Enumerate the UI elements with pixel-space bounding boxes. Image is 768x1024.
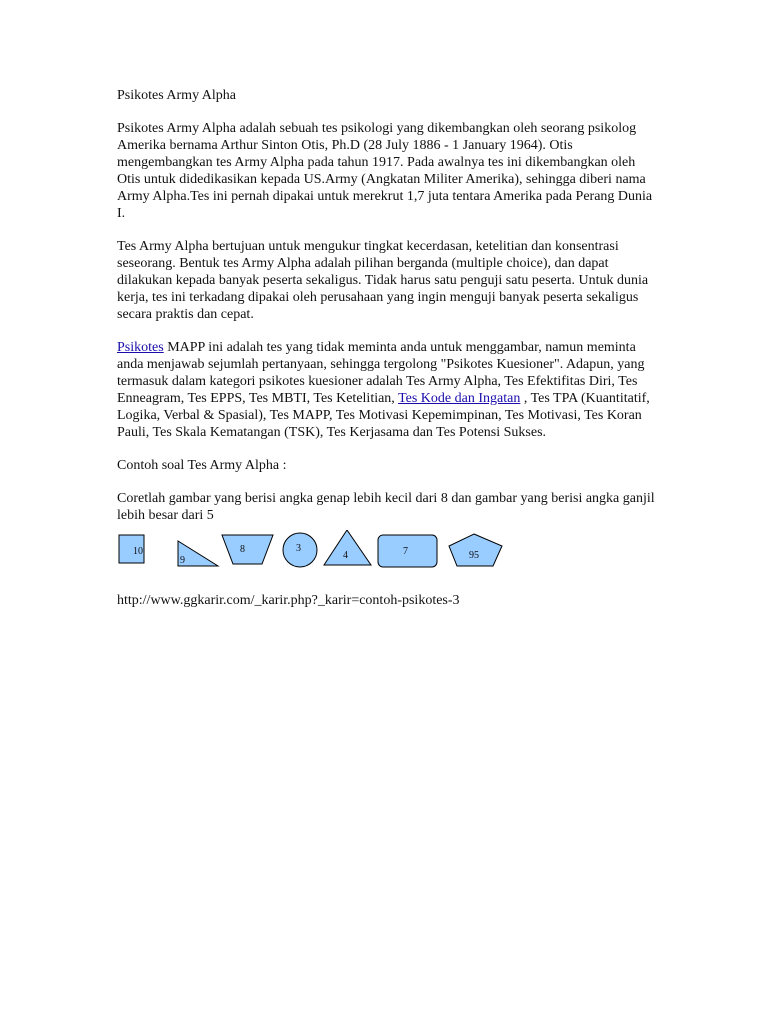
shape-label: 3 — [296, 543, 301, 554]
paragraph-mapp-text-2: , Tes TPA (Kuantitatif, Logika, Verbal & Spasial), Tes MAPP, Tes Motivasi Kepemimpinan, Tes Motivasi, Tes Koran Pauli, Tes Skala Kematangan (TSK), Tes Kerjasama dan Tes Potensi Sukses. — [117, 391, 650, 440]
shape-label: 8 — [240, 544, 245, 555]
paragraph-purpose: Tes Army Alpha bertujuan untuk mengukur tingkat kecerdasan, ketelitian dan konsentrasi seseorang. Bentuk tes Army Alpha adalah pilihan berganda (multiple choice), dan dapat dilakukan kepada banyak peserta sekaligus. Tidak harus satu penguji satu peserta. Untuk dunia kerja, tes ini terkadang dipakai oleh perusahaan yang ingin menguji banyak peserta sekaligus secara praktis dan cepat. — [117, 239, 649, 322]
shape-square — [119, 535, 144, 563]
example-heading: Contoh soal Tes Army Alpha : — [117, 458, 287, 473]
shape-label: 95 — [469, 550, 479, 561]
source-url: http://www.ggkarir.com/_karir.php?_karir=contoh-psikotes-3 — [117, 593, 460, 608]
paragraph-intro: Psikotes Army Alpha adalah sebuah tes psikologi yang dikembangkan oleh seorang psikolog Amerika bernama Arthur Sinton Otis, Ph.D (28 July 1886 - 1 January 1964). Otis mengembangkan tes Army Alpha pada tahun 1917. Pada awalnya tes ini dikembangkan oleh Otis untuk didedikasikan kepada US.Army (Angkatan Militer Amerika), sehingga diberi nama Army Alpha.Tes ini pernah dipakai untuk merekrut 1,7 juta tentara Amerika pada Perang Dunia I. — [117, 121, 653, 221]
document-title: Psikotes Army Alpha — [117, 88, 237, 103]
shape-label: 9 — [180, 555, 185, 566]
tes-kode-ingatan-link[interactable]: Tes Kode dan Ingatan — [398, 391, 521, 406]
shape-pentagon — [449, 534, 502, 566]
shape-triangle — [324, 530, 371, 565]
shape-label: 10 — [133, 546, 143, 557]
shape-circle — [283, 533, 317, 567]
example-instruction: Coretlah gambar yang berisi angka genap lebih kecil dari 8 dan gambar yang berisi angka ganjil lebih besar dari 5 — [117, 491, 655, 523]
paragraph-mapp — [117, 339, 657, 441]
shape-trapezoid — [222, 535, 273, 564]
paragraph-mapp-text-1: MAPP ini adalah tes yang tidak meminta anda untuk menggambar, namun meminta anda menjawab sejumlah pertanyaan, sehingga tergolong "Psikotes Kuesioner". Adapun, yang termasuk dalam kategori psikotes kuesioner adalah Tes Army Alpha, Tes Efektifitas Diri, Tes Enneagram, Tes EPPS, Tes MBTI, Tes Ketelitian, — [117, 340, 645, 406]
shapes-figure — [116, 530, 516, 578]
shape-label: 4 — [343, 550, 348, 561]
psikotes-link[interactable]: Psikotes — [117, 340, 164, 355]
shape-right-triangle — [178, 541, 218, 566]
shape-label: 7 — [403, 546, 408, 557]
shape-rounded-rectangle — [378, 535, 437, 567]
document-body — [117, 87, 657, 625]
